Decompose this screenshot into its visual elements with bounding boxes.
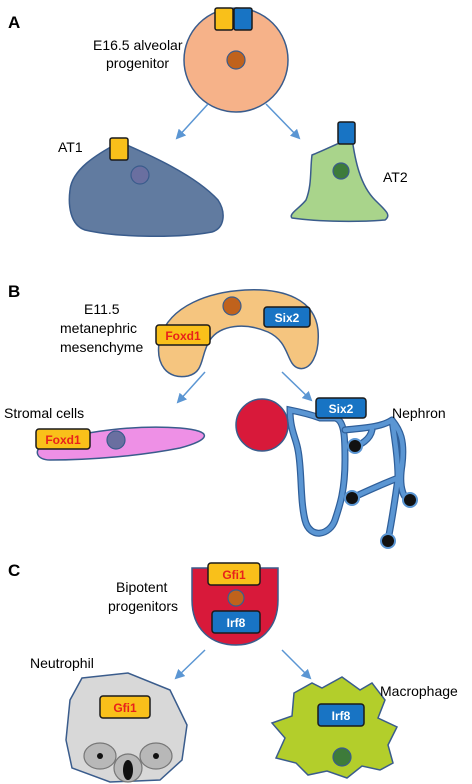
stromal-marker-label: Foxd1 (45, 433, 81, 447)
panel-c-progenitor-label-2: progenitors (108, 598, 179, 614)
at1-cell (69, 138, 223, 236)
arrow-a-left (177, 104, 208, 138)
macrophage-label: Macrophage (380, 683, 458, 699)
at2-cell (291, 122, 388, 221)
yellow-marker (110, 138, 128, 160)
panel-a-progenitor-label-1: E16.5 alveolar (93, 37, 183, 53)
gfi1-marker-label: Gfi1 (222, 568, 246, 582)
blue-marker (234, 8, 252, 30)
panel-c-progenitor-label-1: Bipotent (116, 579, 168, 595)
yellow-marker (215, 8, 233, 30)
panel-b-progenitor-label-2: metanephric (60, 320, 138, 336)
nephron-marker-label: Six2 (328, 402, 354, 416)
neutrophil-cell (66, 673, 187, 782)
neutrophil-marker-label: Gfi1 (113, 701, 137, 715)
panel-a-letter: A (8, 13, 21, 32)
alveolar-progenitor-cell (184, 8, 288, 112)
panel-b-progenitor-label-1: E11.5 (84, 301, 120, 317)
nephron (236, 399, 417, 548)
arrow-c-left (176, 650, 205, 678)
neutrophil-label: Neutrophil (30, 655, 94, 671)
nephron-label: Nephron (392, 405, 446, 421)
macrophage-marker-label: Irf8 (331, 709, 351, 723)
panel-a-progenitor-label-2: progenitor (106, 55, 170, 71)
irf8-marker-label: Irf8 (226, 616, 246, 630)
macrophage-cell (272, 677, 397, 778)
stromal-cells-label: Stromal cells (4, 405, 85, 421)
panel-c-letter: C (8, 561, 21, 580)
six2-marker-label: Six2 (274, 311, 300, 325)
at2-label: AT2 (383, 169, 408, 185)
arrow-a-right (266, 104, 299, 138)
blue-marker (338, 122, 355, 144)
foxd1-marker-label: Foxd1 (165, 329, 201, 343)
glomerulus (236, 399, 288, 451)
panel-b-progenitor-label-3: mesenchyme (60, 339, 144, 355)
at1-label: AT1 (58, 139, 83, 155)
arrow-b-right (282, 372, 311, 400)
arrow-c-right (282, 650, 310, 678)
panel-b-letter: B (8, 282, 21, 301)
